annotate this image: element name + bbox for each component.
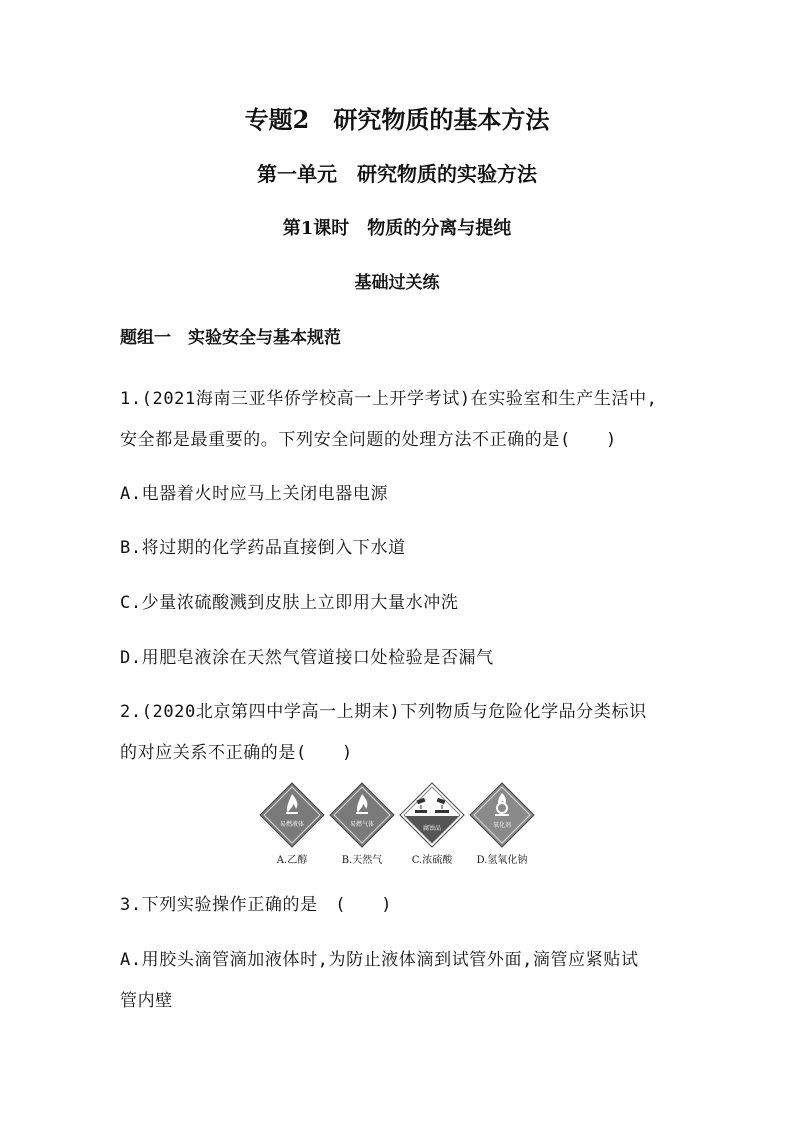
question-3-option-a-line1: A.用胶头滴管滴加液体时,为防止液体滴到试管外面,滴管应紧贴试	[120, 950, 639, 970]
hazard-sign-d	[469, 782, 535, 848]
hazard-sign-a	[259, 782, 325, 848]
sign-caption-b: B.天然气	[341, 855, 383, 866]
question-1-stem-line1: 1.(2021海南三亚华侨学校高一上开学考试)在实验室和生产生活中,	[120, 389, 658, 409]
hazard-signs-figure	[259, 782, 535, 868]
hazard-sign-b	[329, 782, 395, 848]
topic-title: 专题2 研究物质的基本方法	[244, 105, 550, 134]
question-1-option-d: D.用肥皂液涂在天然气管道接口处检验是否漏气	[120, 648, 494, 668]
placard-label: 氧化剂	[492, 822, 511, 829]
section-title: 基础过关练	[354, 273, 440, 293]
placard-label: 腐蚀品	[422, 825, 441, 832]
question-2-stem-line2: 的对应关系不正确的是( )	[120, 743, 353, 763]
placard-label: 易燃液体	[279, 821, 304, 828]
lesson-title: 第1课时 物质的分离与提纯	[282, 218, 512, 239]
sign-caption-d: D.氢氧化钠	[476, 855, 528, 866]
question-3-stem: 3.下列实验操作正确的是 ( )	[120, 895, 393, 915]
question-1-option-c: C.少量浓硫酸溅到皮肤上立即用大量水冲洗	[120, 593, 459, 613]
question-1-option-a: A.电器着火时应马上关闭电器电源	[120, 484, 389, 504]
question-1-option-b: B.将过期的化学药品直接倒入下水道	[120, 538, 406, 558]
placard-label: 易燃气体	[349, 821, 374, 828]
question-1-stem-line2: 安全都是最重要的。下列安全问题的处理方法不正确的是( )	[120, 430, 617, 450]
sign-caption-a: A.乙醇	[276, 855, 308, 866]
hazard-sign-c	[399, 782, 465, 848]
question-group-heading: 题组一 实验安全与基本规范	[120, 328, 341, 348]
sign-caption-c: C.浓硫酸	[411, 855, 453, 866]
unit-title: 第一单元 研究物质的实验方法	[257, 162, 537, 186]
question-3-option-a-line2: 管内壁	[120, 991, 173, 1011]
question-2-stem-line1: 2.(2020北京第四中学高一上期末)下列物质与危险化学品分类标识	[120, 702, 647, 722]
